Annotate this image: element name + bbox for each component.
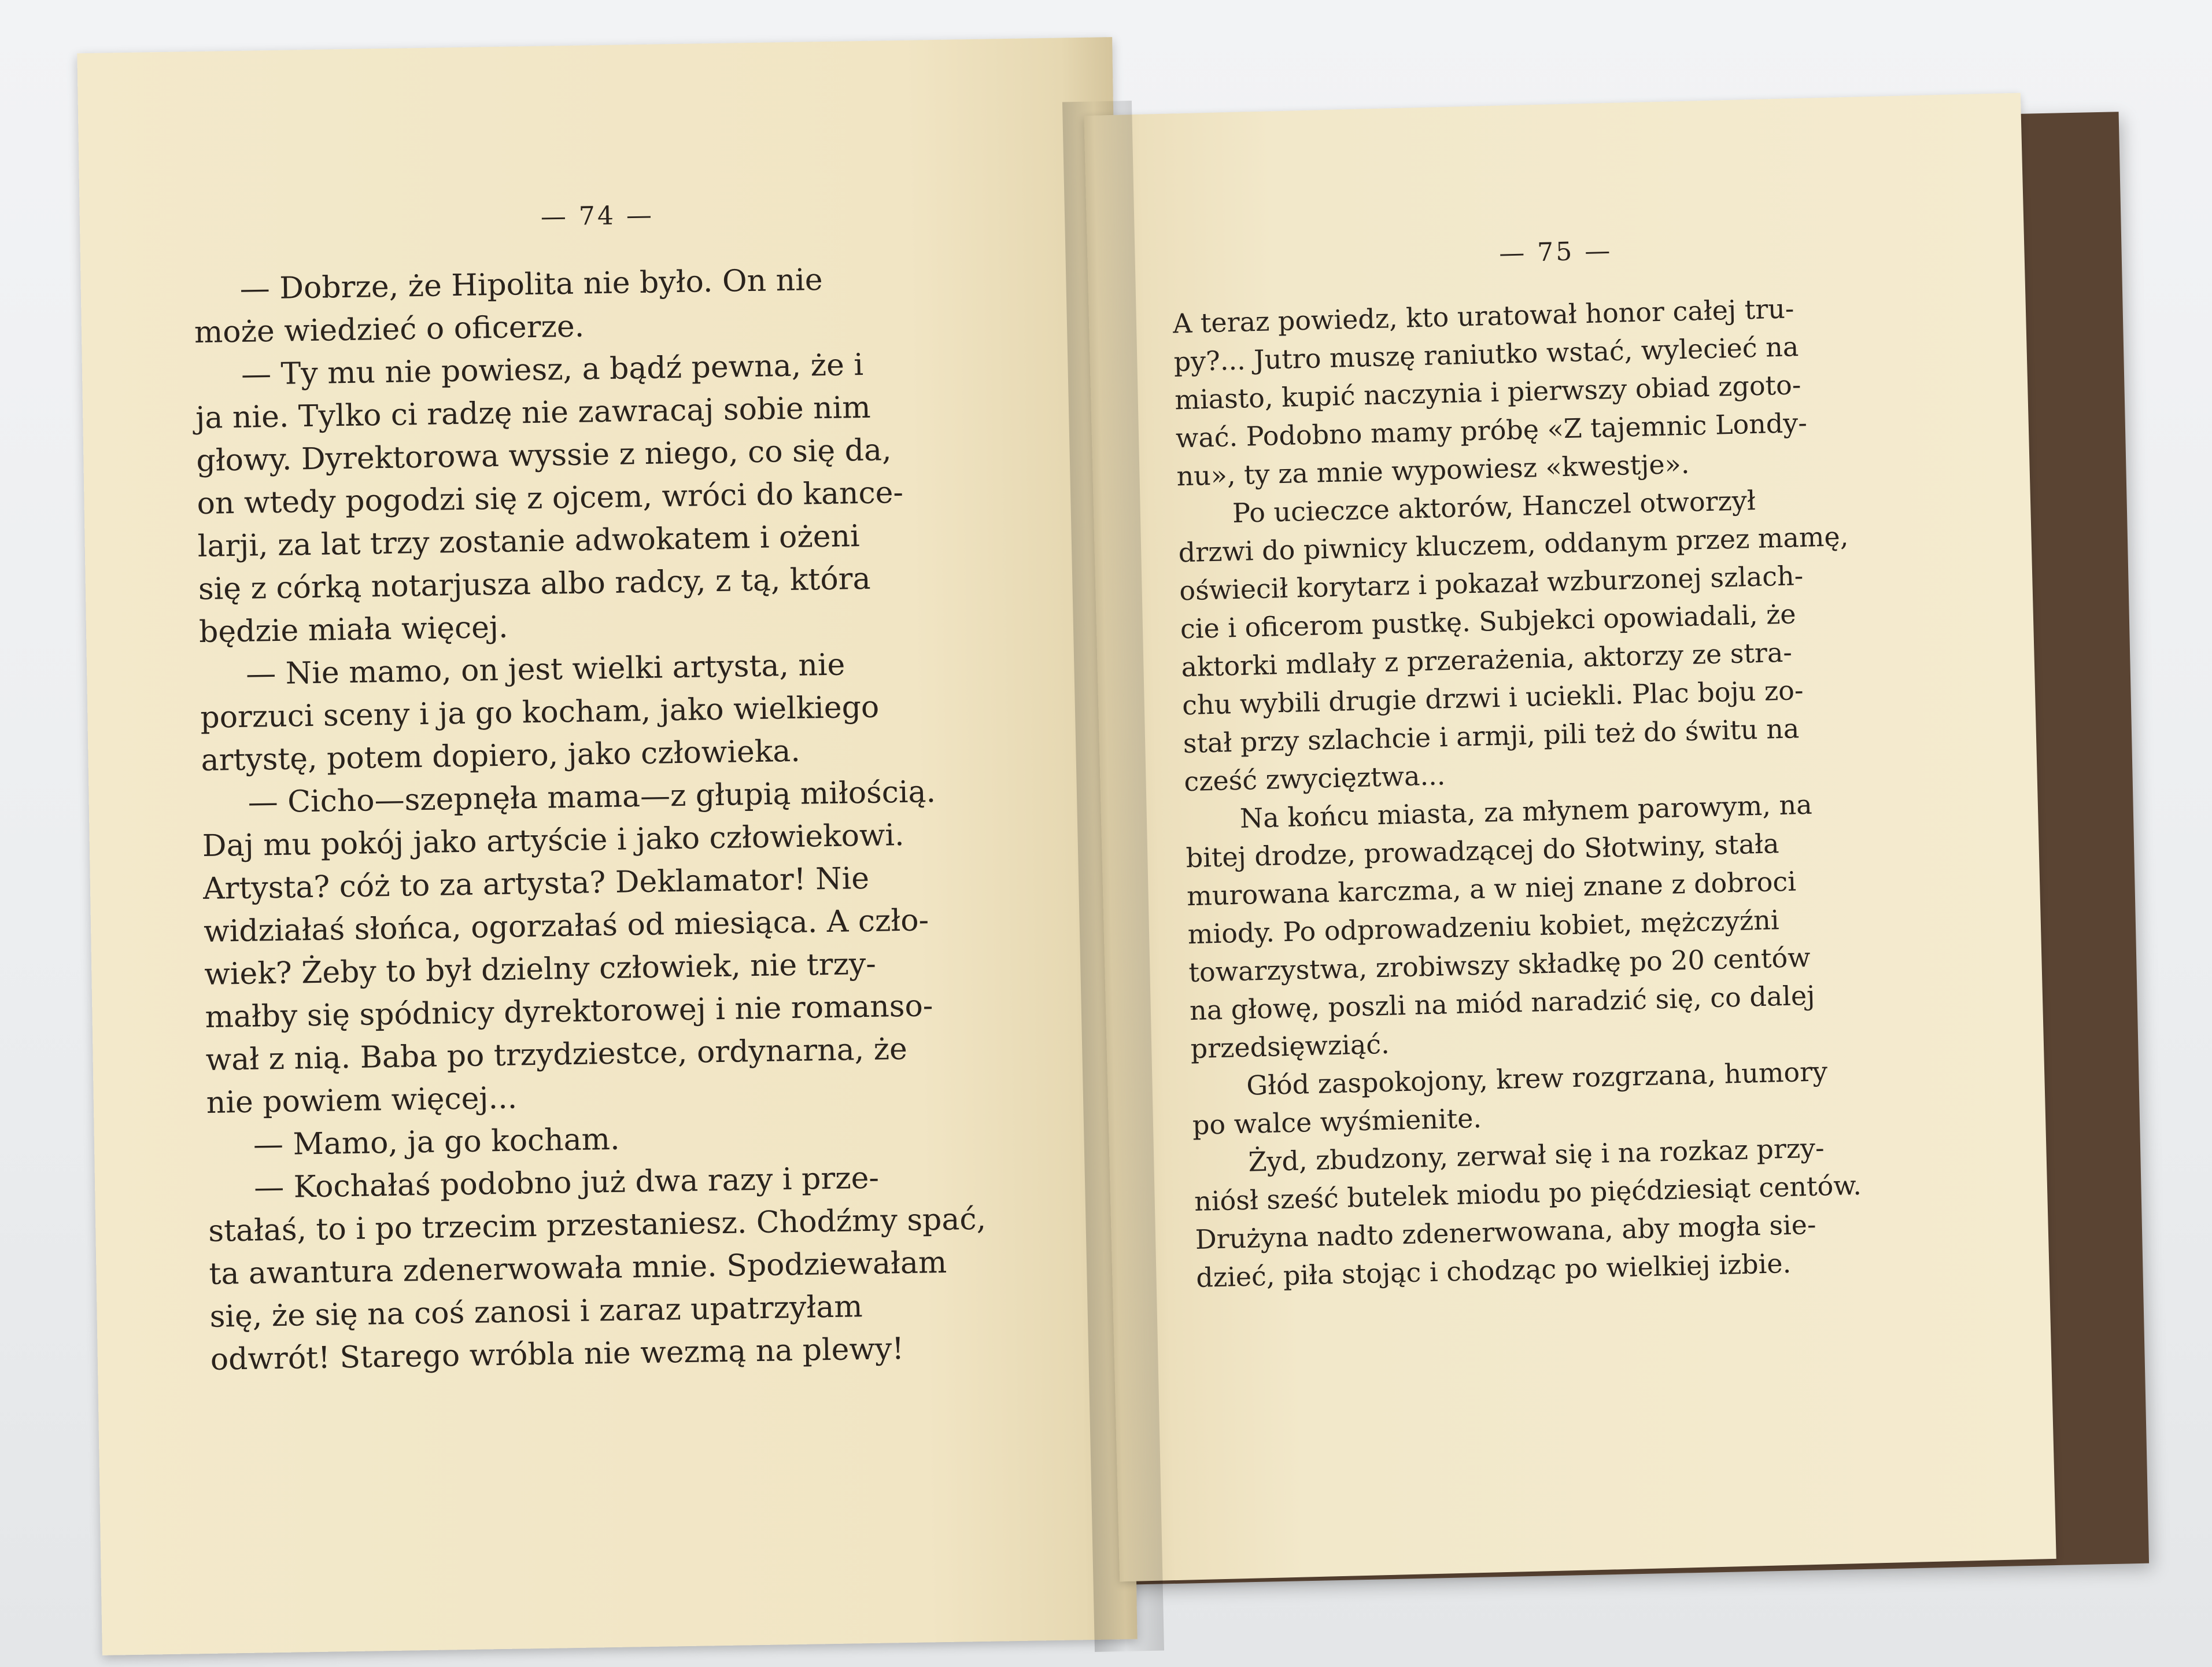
text-line: artystę, potem dopiero, jako człowieka.: [201, 733, 801, 779]
text-line: — Kochałaś podobno już dwa razy i prze-: [253, 1160, 880, 1205]
text-line: stał przy szlachcie i armji, pili też do świtu na: [1183, 713, 1800, 759]
text-line: Daj mu pokój jako artyście i jako człowiekowi.: [202, 817, 905, 864]
text-line: porzuci sceny i ja go kocham, jako wielkiego: [200, 689, 880, 736]
text-line: A teraz powiedz, kto uratował honor całej tru-: [1172, 293, 1794, 340]
text-line: nu», ty za mnie wypowiesz «kwestje».: [1176, 448, 1690, 492]
left-page-text: [193, 256, 1014, 1381]
right-page: [1084, 93, 2056, 1582]
right-page-text: [1172, 286, 1948, 1297]
text-line: — Ty mu nie powiesz, a bądź pewna, że i: [241, 347, 864, 392]
text-line: chu wybili drugie drzwi i uciekli. Plac boju zo-: [1181, 674, 1804, 721]
text-line: może wiedzieć o oficerze.: [194, 309, 585, 351]
text-line: on wtedy pogodzi się z ojcem, wróci do kance-: [197, 475, 904, 522]
text-line: oświecił korytarz i pokazał wzburzonej szlach-: [1179, 560, 1804, 607]
text-line: cie i oficerom pustkę. Subjekci opowiadali, że: [1180, 598, 1797, 645]
text-line: wać. Podobno mamy próbę «Z tajemnic Londy-: [1175, 407, 1808, 454]
text-line: małby się spódnicy dyrektorowej i nie romanso-: [205, 989, 933, 1035]
text-line: Drużyna nadto zdenerwowana, aby mogła sie-: [1195, 1208, 1817, 1256]
text-line: py?... Jutro muszę raniutko wstać, wylecieć na: [1173, 331, 1799, 378]
text-line: aktorki mdlały z przerażenia, aktorzy ze stra-: [1180, 636, 1793, 683]
text-line: Artysta? cóż to za artysta? Deklamator! Nie: [202, 861, 870, 906]
text-line: — Dobrze, że Hipolita nie było. On nie: [239, 263, 823, 307]
text-line: stałaś, to i po trzecim przestaniesz. Chodźmy spać,: [208, 1201, 987, 1249]
text-line: towarzystwa, zrobiwszy składkę po 20 centów: [1188, 941, 1811, 989]
text-line: — Mamo, ja go kocham.: [253, 1122, 620, 1163]
text-line: ta awantura zdenerwowała mnie. Spodziewałam: [209, 1245, 947, 1292]
text-line: drzwi do piwnicy kluczem, oddanym przez mamę,: [1178, 521, 1849, 569]
text-line: się, że się na coś zanosi i zaraz upatrzyłam: [209, 1289, 863, 1334]
text-line: się z córką notarjusza albo radcy, z tą, która: [198, 561, 871, 607]
text-line: wiek? Żeby to był dzielny człowiek, nie trzy-: [204, 946, 877, 992]
text-line: odwrót! Starego wróbla nie wezmą na plewy!: [210, 1332, 904, 1377]
text-line: Na końcu miasta, za młynem parowym, na: [1239, 788, 1813, 834]
text-line: cześć zwycięztwa...: [1183, 759, 1446, 798]
text-line: miasto, kupić naczynia i pierwszy obiad zgoto-: [1174, 369, 1801, 416]
text-line: — Nie mamo, on jest wielki artysta, nie: [245, 647, 845, 692]
text-line: będzie miała więcej.: [198, 610, 508, 650]
text-line: bitej drodze, prowadzącej do Słotwiny, stała: [1186, 828, 1780, 874]
page-number-right: — 75 —: [1498, 235, 1613, 268]
text-line: głowy. Dyrektorowa wyssie z niego, co się da,: [195, 433, 892, 479]
text-line: na głowę, poszli na miód naradzić się, co dalej: [1189, 979, 1816, 1027]
text-line: ja nie. Tylko ci radzę nie zawracaj sobie nim: [195, 390, 871, 436]
text-line: miody. Po odprowadzeniu kobiet, mężczyźni: [1187, 904, 1780, 950]
text-line: murowana karczma, a w niej znane z dobroci: [1186, 865, 1797, 912]
text-line: Żyd, zbudzony, zerwał się i na rozkaz przy-: [1247, 1132, 1825, 1178]
text-line: wał z nią. Baba po trzydziestce, ordynarna, że: [205, 1031, 908, 1078]
left-page: [77, 37, 1137, 1655]
text-line: po walce wyśmienite.: [1192, 1102, 1482, 1141]
text-line: niósł sześć butelek miodu po pięćdziesiąt centów.: [1194, 1169, 1862, 1218]
text-line: przedsięwziąć.: [1190, 1028, 1390, 1065]
text-line: Po ucieczce aktorów, Hanczel otworzył: [1232, 485, 1756, 529]
text-line: widziałaś słońca, ogorzałaś od miesiąca. A czło-: [203, 903, 929, 949]
page-number-left: — 74 —: [540, 200, 655, 232]
text-line: nie powiem więcej...: [206, 1080, 518, 1120]
text-line: — Cicho—szepnęła mama—z głupią miłością.: [248, 775, 936, 820]
text-line: Głód zaspokojony, krew rozgrzana, humory: [1246, 1056, 1828, 1101]
text-line: larji, za lat trzy zostanie adwokatem i ożeni: [197, 519, 861, 565]
text-line: dzieć, piła stojąc i chodząc po wielkiej izbie.: [1195, 1247, 1792, 1294]
